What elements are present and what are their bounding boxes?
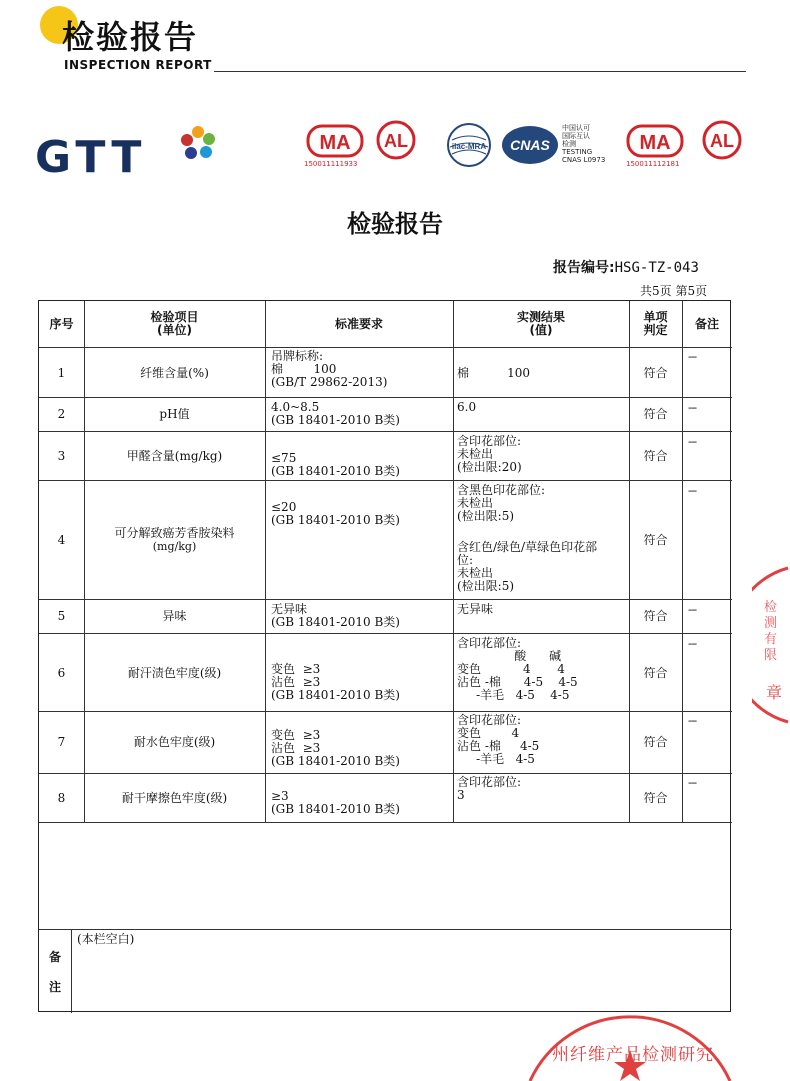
row-1-standard: 吊牌标称: 棉 100 (GB/T 29862-2013) xyxy=(271,349,388,389)
cnas-icon xyxy=(500,124,560,166)
row-7-remark: --- xyxy=(688,714,697,727)
row-4-standard: ≤20 (GB 18401-2010 B类) xyxy=(271,500,400,527)
header-seq: 序号 xyxy=(49,317,74,331)
ilac-mra-icon xyxy=(444,122,494,168)
row-7-item: 耐水色牢度(级) xyxy=(133,735,216,749)
report-pages: 共5页 第5页 xyxy=(640,284,708,298)
row-1-judge: 符合 xyxy=(643,366,668,380)
row-2-no: 2 xyxy=(57,407,66,421)
cma-number-left: 150011111933 xyxy=(304,160,358,168)
report-number: 报告编号:HSG-TZ-043 xyxy=(553,260,699,276)
row-8-standard: ≥3 (GB 18401-2010 B类) xyxy=(271,789,400,816)
row-2-standard: 4.0~8.5 (GB 18401-2010 B类) xyxy=(271,400,400,427)
row-2-result: 6.0 xyxy=(457,400,477,414)
svg-text:CNAS: CNAS xyxy=(510,137,550,153)
row-5-remark: --- xyxy=(688,603,697,616)
row-7-result: 含印花部位: 变色 4 沾色 -棉 4-5 -羊毛 4-5 xyxy=(457,713,540,766)
row-8-remark: --- xyxy=(688,776,697,789)
row-3-result: 含印花部位: 未检出 (检出限:20) xyxy=(457,434,522,474)
row-3-remark: --- xyxy=(688,435,697,448)
row-4-result-extra: 含红色/绿色/草绿色印花部 位: 未检出 (检出限:5) xyxy=(457,540,598,593)
row-4-remark: --- xyxy=(688,484,697,497)
row-5-no: 5 xyxy=(57,609,66,623)
row-6-remark: --- xyxy=(688,637,697,650)
header-result: 实测结果 (值) xyxy=(516,310,565,337)
header-judge: 单项 判定 xyxy=(643,310,668,337)
header-divider xyxy=(214,71,746,72)
row-6-no: 6 xyxy=(57,666,66,680)
svg-text:ilac-MRA: ilac-MRA xyxy=(451,142,487,151)
notes-label-2: 注 xyxy=(48,980,61,994)
svg-text:MA: MA xyxy=(319,132,351,154)
row-3-judge: 符合 xyxy=(643,449,668,463)
notes-label-1: 备 xyxy=(48,950,61,964)
cma-seal-icon xyxy=(306,122,364,162)
gtt-flower-icon xyxy=(176,122,220,166)
gtt-logo: GTT xyxy=(35,132,147,183)
row-1-item: 纤维含量(%) xyxy=(140,366,209,380)
row-1-result: 棉 100 xyxy=(457,366,531,380)
row-5-standard: 无异味 (GB 18401-2010 B类) xyxy=(271,602,400,629)
row-6-standard: 变色 ≥3 沾色 ≥3 (GB 18401-2010 B类) xyxy=(271,662,400,702)
row-3-standard: ≤75 (GB 18401-2010 B类) xyxy=(271,451,400,478)
cnas-caption: 中国认可 国际互认 检测 TESTING CNAS L0973 xyxy=(562,124,606,164)
row-7-no: 7 xyxy=(57,735,66,749)
row-6-result: 含印花部位: 酸 碱 变色 4 4 沾色 -棉 4-5 4-5 -羊毛 4-5 4-5 xyxy=(457,636,578,702)
row-8-result: 含印花部位: 3 xyxy=(457,775,522,802)
cal-seal-right-icon xyxy=(696,118,748,162)
bottom-stamp-icon xyxy=(520,990,740,1081)
row-3-no: 3 xyxy=(57,449,66,463)
svg-text:AL: AL xyxy=(710,131,734,151)
row-4-item: 可分解致癌芳香胺染料 (mg/kg) xyxy=(114,526,235,553)
row-1-no: 1 xyxy=(57,366,66,380)
header-standard: 标准要求 xyxy=(334,317,383,331)
cma-number-right: 150011112181 xyxy=(626,160,680,168)
cma-seal-right-icon xyxy=(626,122,684,162)
row-1-remark: --- xyxy=(688,350,697,363)
row-8-no: 8 xyxy=(57,791,66,805)
row-3-item: 甲醛含量(mg/kg) xyxy=(126,449,223,463)
row-4-judge: 符合 xyxy=(643,533,668,547)
row-4-no: 4 xyxy=(57,533,66,547)
side-stamp-fragment: 检测有限 xyxy=(764,600,778,663)
header-remark: 备注 xyxy=(694,317,719,331)
row-5-item: 异味 xyxy=(162,609,187,623)
side-stamp-text: 章 xyxy=(766,683,783,702)
row-2-remark: --- xyxy=(688,401,697,414)
report-title: 检验报告 xyxy=(347,210,443,238)
row-2-item: pH值 xyxy=(159,407,190,421)
inspection-table xyxy=(38,300,731,1012)
row-6-item: 耐汗渍色牢度(级) xyxy=(127,666,222,680)
row-7-standard: 变色 ≥3 沾色 ≥3 (GB 18401-2010 B类) xyxy=(271,728,400,768)
row-5-result: 无异味 xyxy=(457,602,494,616)
row-7-judge: 符合 xyxy=(643,735,668,749)
header-subtitle: INSPECTION REPORT xyxy=(64,58,212,72)
row-8-item: 耐干摩擦色牢度(级) xyxy=(121,791,228,805)
cal-seal-icon xyxy=(370,118,422,162)
row-2-judge: 符合 xyxy=(643,407,668,421)
header-title: 检验报告 xyxy=(62,18,199,56)
row-4-result: 含黑色印花部位: 未检出 (检出限:5) xyxy=(457,483,546,523)
svg-text:MA: MA xyxy=(639,132,671,154)
bottom-stamp-text: 州纤维产品检测研究 xyxy=(552,1045,714,1065)
notes-text: (本栏空白) xyxy=(77,932,135,946)
row-6-judge: 符合 xyxy=(643,666,668,680)
row-8-judge: 符合 xyxy=(643,791,668,805)
header-item: 检验项目 (单位) xyxy=(150,310,199,337)
svg-text:AL: AL xyxy=(384,131,408,151)
row-5-judge: 符合 xyxy=(643,609,668,623)
